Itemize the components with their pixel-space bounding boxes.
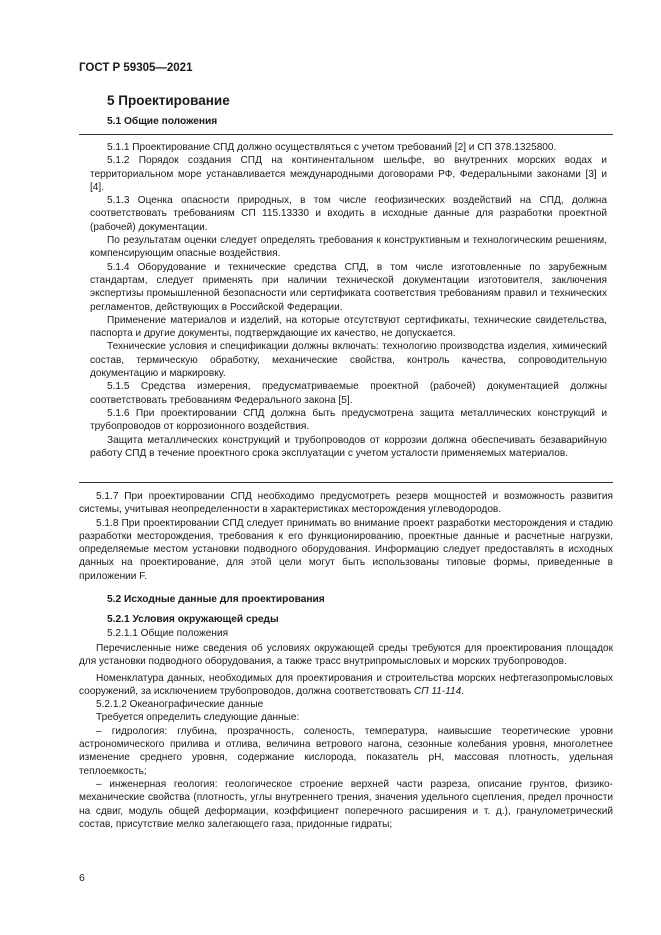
paragraph: 5.1.2 Порядок создания СПД на континентальном шельфе, во внутренних морских водах и территориальном море устанавливается международными договорами РФ, Федеральными законами [3] и [4]. bbox=[90, 155, 607, 193]
list-item: – инженерная геология: геологическое строение верхней части разреза, описание грунтов, физико-механические свойства (плотность, углы внутреннего трения, значения удельного сцепления, предел прочности на сдвиг, модуль общей деформации, коэффициент поперечного расширения и т. д.), гранулометрический состав, присутствие мелко залегающего газа, придонные гидраты; bbox=[79, 778, 613, 830]
paragraph: 5.1.8 При проектировании СПД следует принимать во внимание проект разработки месторождения и стадию разработки месторождения, требования к его функционированию, проектные данные и расчетные нагрузки, определяемые местом установки подводного оборудования. Информацию следует предоставлять в исходных данных на проектирование, для этой цели могут быть использованы типовые формы, приведенные в приложении F. bbox=[79, 517, 613, 582]
paragraph: Технические условия и спецификации должны включать: технологию производства изделия, химический состав, термическую обработку, механические свойства, контроль качества, сопроводительную документацию и маркировку. bbox=[90, 341, 607, 380]
boxed-text bbox=[90, 141, 607, 460]
paragraph-end: . bbox=[461, 685, 465, 697]
paragraph: 5.1.3 Оценка опасности природных, в том числе геофизических воздействий на СПД, должна соответствовать требованиям СП 115.13330 и входить в исходные данные для разработки проектной (рабочей) документации. bbox=[90, 195, 607, 233]
paragraph: Требуется определить следующие данные: bbox=[96, 712, 300, 724]
after-box-text bbox=[79, 490, 613, 583]
paragraph: 5.1.7 При проектировании СПД необходимо предусмотреть резерв мощностей и возможность развития системы, учитывая неопределенности в характеристиках месторождения углеводородов. bbox=[79, 491, 613, 516]
lower-text bbox=[79, 642, 613, 831]
paragraph: По результатам оценки следует определять требования к конструктивным и технологическим решениям, компенсирующим опасные воздействия. bbox=[90, 235, 607, 260]
paragraph: Применение материалов и изделий, на которые отсутствуют сертификаты, технические свидетельства, паспорта и другие документы, подтверждающие их качество, не допускается. bbox=[90, 314, 607, 340]
paragraph bbox=[79, 672, 613, 699]
list-item: – гидрология: глубина, прозрачность, соленость, температура, наивысшие теоретические уровни астрономического прилива и отлива, величина ветрового нагона, сезонные колебания уровня, многолетнее изменение среднего уровня, содержание кислорода, показатель pH, массовая плотность, удельная теплоемкость; bbox=[79, 725, 613, 777]
document-code: ГОСТ Р 59305—2021 bbox=[79, 62, 193, 74]
paragraph: 5.1.1 Проектирование СПД должно осуществляться с учетом требований [2] и СП 378.1325800. bbox=[107, 142, 557, 153]
paragraph: 5.1.5 Средства измерения, предусматриваемые проектной (рабочей) документацией должны соответствовать требованиям Федерального закона [5]. bbox=[90, 381, 607, 406]
subsection-title: 5.1 Общие положения bbox=[107, 116, 218, 127]
paragraph: 5.1.6 При проектировании СПД должна быть предусмотрена защита металлических конструкций и трубопроводов от коррозионного воздействия. bbox=[90, 407, 607, 433]
box-bottom-rule bbox=[79, 482, 613, 483]
subsection3-title: 5.2.1 Условия окружающей среды bbox=[107, 614, 279, 625]
clause-5212: 5.2.1.2 Океанографические данные bbox=[96, 699, 264, 711]
clause-5211: 5.2.1.1 Общие положения bbox=[107, 628, 229, 639]
paragraph: Перечисленные ниже сведения об условиях окружающей среды требуются для проектирования площадок для установки подводного оборудования, а также трасс внутрипромысловых и морских трубопроводов. bbox=[79, 643, 613, 668]
subsection2-title: 5.2 Исходные данные для проектирования bbox=[107, 594, 325, 605]
standard-reference: СП 11-114 bbox=[413, 685, 462, 697]
paragraph: Защита металлических конструкций и трубопроводов от коррозии должна обеспечивать безаварийную работу СПД в течение проектного срока эксплуатации с учетом усталости применяемых материалов. bbox=[90, 434, 607, 459]
box-top-rule bbox=[79, 134, 613, 135]
page-number: 6 bbox=[79, 872, 85, 884]
paragraph: 5.1.4 Оборудование и технические средства СПД, в том числе изготовленные по зарубежным стандартам, следует применять при наличии технической документации изготовителя, заключения экспертизы промышленной безопасности или сертификата соответствия требованиям правил и технических регламентов, действующих в Российской Федерации. bbox=[90, 261, 607, 313]
section-title: 5 Проектирование bbox=[107, 93, 230, 108]
paragraph-text: Номенклатура данных, необходимых для проектирования и строительства морских нефтегазопромысловых сооружений, за исключением трубопроводов, должна соответствовать bbox=[79, 672, 613, 697]
